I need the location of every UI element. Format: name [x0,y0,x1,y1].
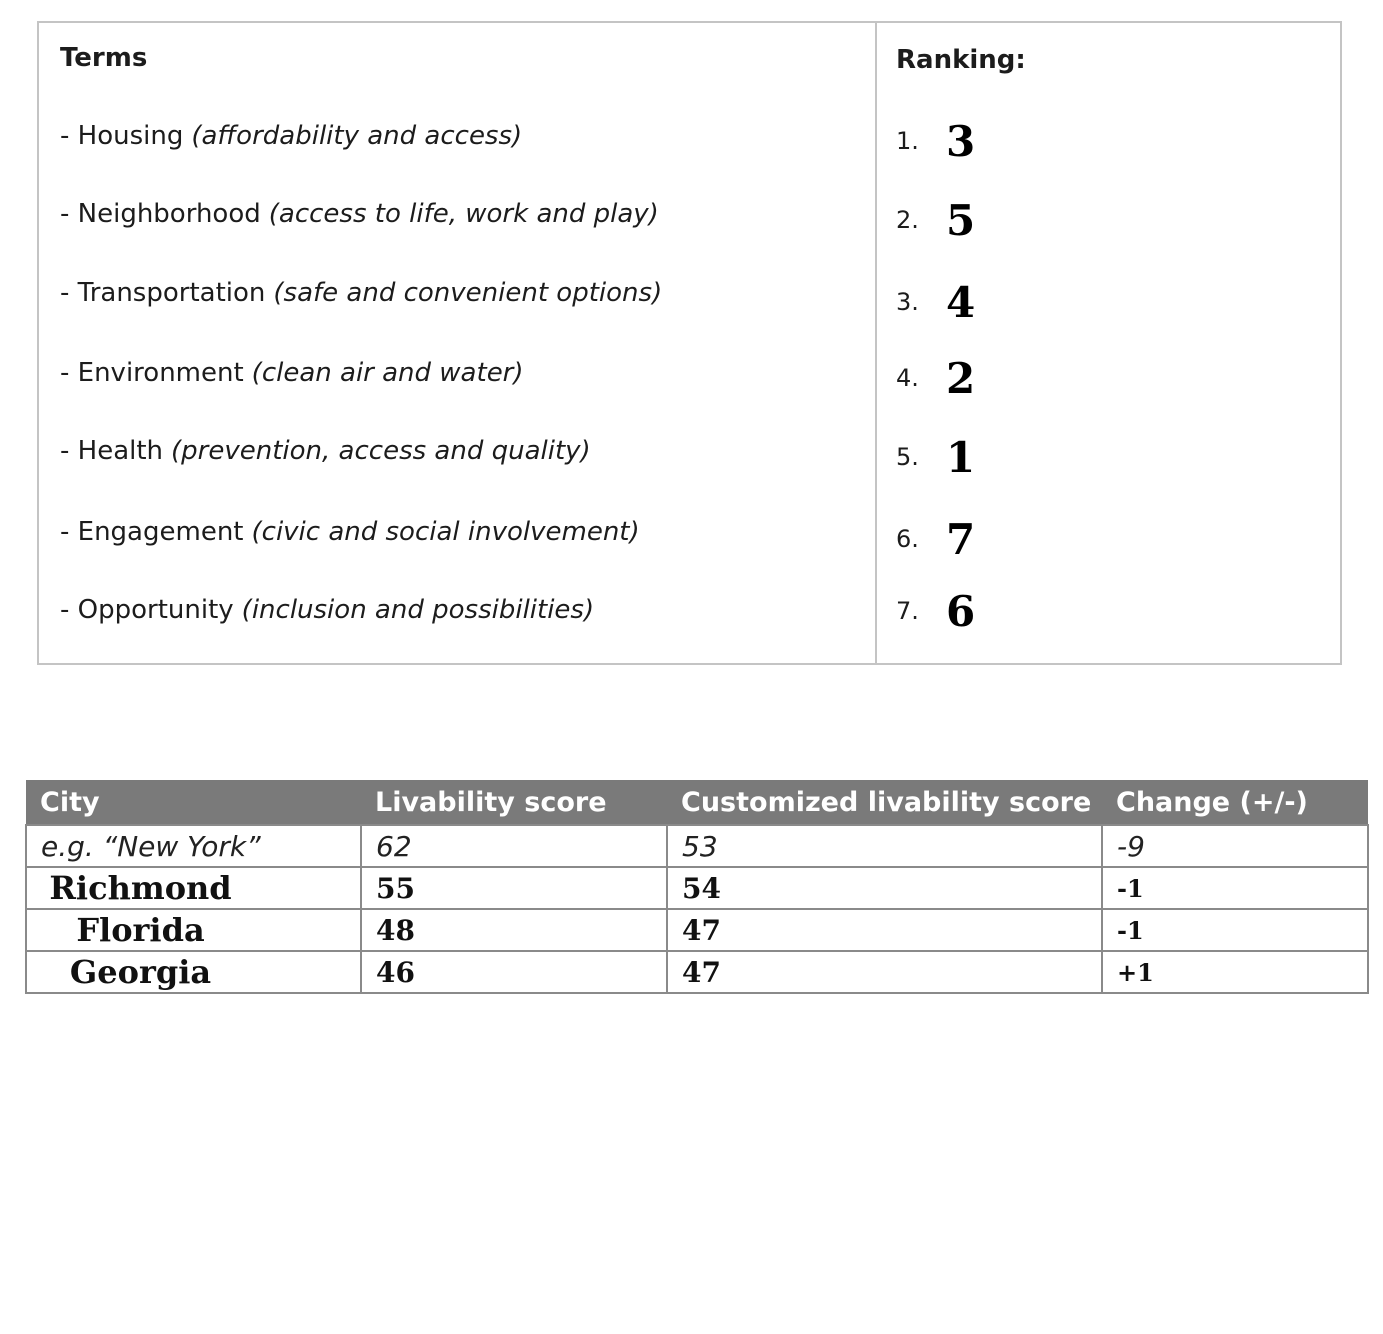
term-health [60,436,591,466]
term-desc: (inclusion and possibilities) [241,595,595,625]
term-name: - Transportation [60,278,266,308]
city-cell: Florida [26,909,361,951]
example-row [26,825,1368,867]
term-desc: (access to life, work and play) [268,199,659,229]
term-name: - Engagement [60,517,244,547]
header-customized-score: Customized livability score [667,780,1102,825]
term-desc: (safe and convenient options) [273,278,663,308]
score-cell: 55 [361,867,667,909]
score-cell: 62 [361,825,667,867]
rank-row [896,581,975,641]
rank-number: 7. [896,597,919,625]
change-cell: -1 [1102,909,1368,951]
custom-score-cell: 47 [667,951,1102,993]
header-row [26,780,1368,825]
rank-value: 5 [946,195,976,245]
term-name: - Housing [60,121,184,151]
custom-score-cell: 47 [667,909,1102,951]
ranking-table [37,21,1342,665]
score-cell: 46 [361,951,667,993]
rank-row [896,272,975,332]
rank-row [896,427,975,487]
rank-row [896,509,975,569]
rank-number: 2. [896,206,919,234]
city-cell: Georgia [26,951,361,993]
table-row [26,867,1368,909]
change-cell: -9 [1102,825,1368,867]
term-desc: (affordability and access) [191,121,523,151]
term-transportation [60,278,662,308]
change-cell: +1 [1102,951,1368,993]
terms-header: Terms [60,43,148,73]
rank-value: 2 [946,353,976,403]
header-change: Change (+/-) [1102,780,1368,825]
term-engagement [60,517,640,547]
custom-score-cell: 54 [667,867,1102,909]
term-neighborhood [60,199,659,229]
term-desc: (prevention, access and quality) [171,436,591,466]
header-livability-score: Livability score [361,780,667,825]
rank-value: 1 [946,432,976,482]
term-desc: (clean air and water) [251,358,524,388]
livability-table [25,780,1369,994]
term-opportunity [60,595,594,625]
rank-value: 3 [946,116,976,166]
custom-score-cell: 53 [667,825,1102,867]
rank-number: 1. [896,127,919,155]
city-cell: e.g. “New York” [26,825,361,867]
change-cell: -1 [1102,867,1368,909]
term-desc: (civic and social involvement) [251,517,640,547]
term-name: - Environment [60,358,244,388]
term-name: - Health [60,436,164,466]
rank-row [896,111,975,171]
ranking-header: Ranking: [896,45,1026,75]
header-city: City [26,780,361,825]
term-name: - Neighborhood [60,199,261,229]
term-environment [60,358,524,388]
table-row [26,951,1368,993]
rank-number: 6. [896,525,919,553]
term-name: - Opportunity [60,595,234,625]
rank-row [896,348,975,408]
rank-number: 4. [896,364,919,392]
table-row [26,909,1368,951]
score-cell: 48 [361,909,667,951]
rank-value: 7 [946,514,976,564]
ranking-column [877,23,1340,663]
terms-column [39,23,877,663]
rank-value: 6 [946,586,976,636]
rank-number: 3. [896,288,919,316]
rank-row [896,190,975,250]
rank-value: 4 [946,277,976,327]
rank-number: 5. [896,443,919,471]
term-housing [60,121,522,151]
city-cell: Richmond [26,867,361,909]
